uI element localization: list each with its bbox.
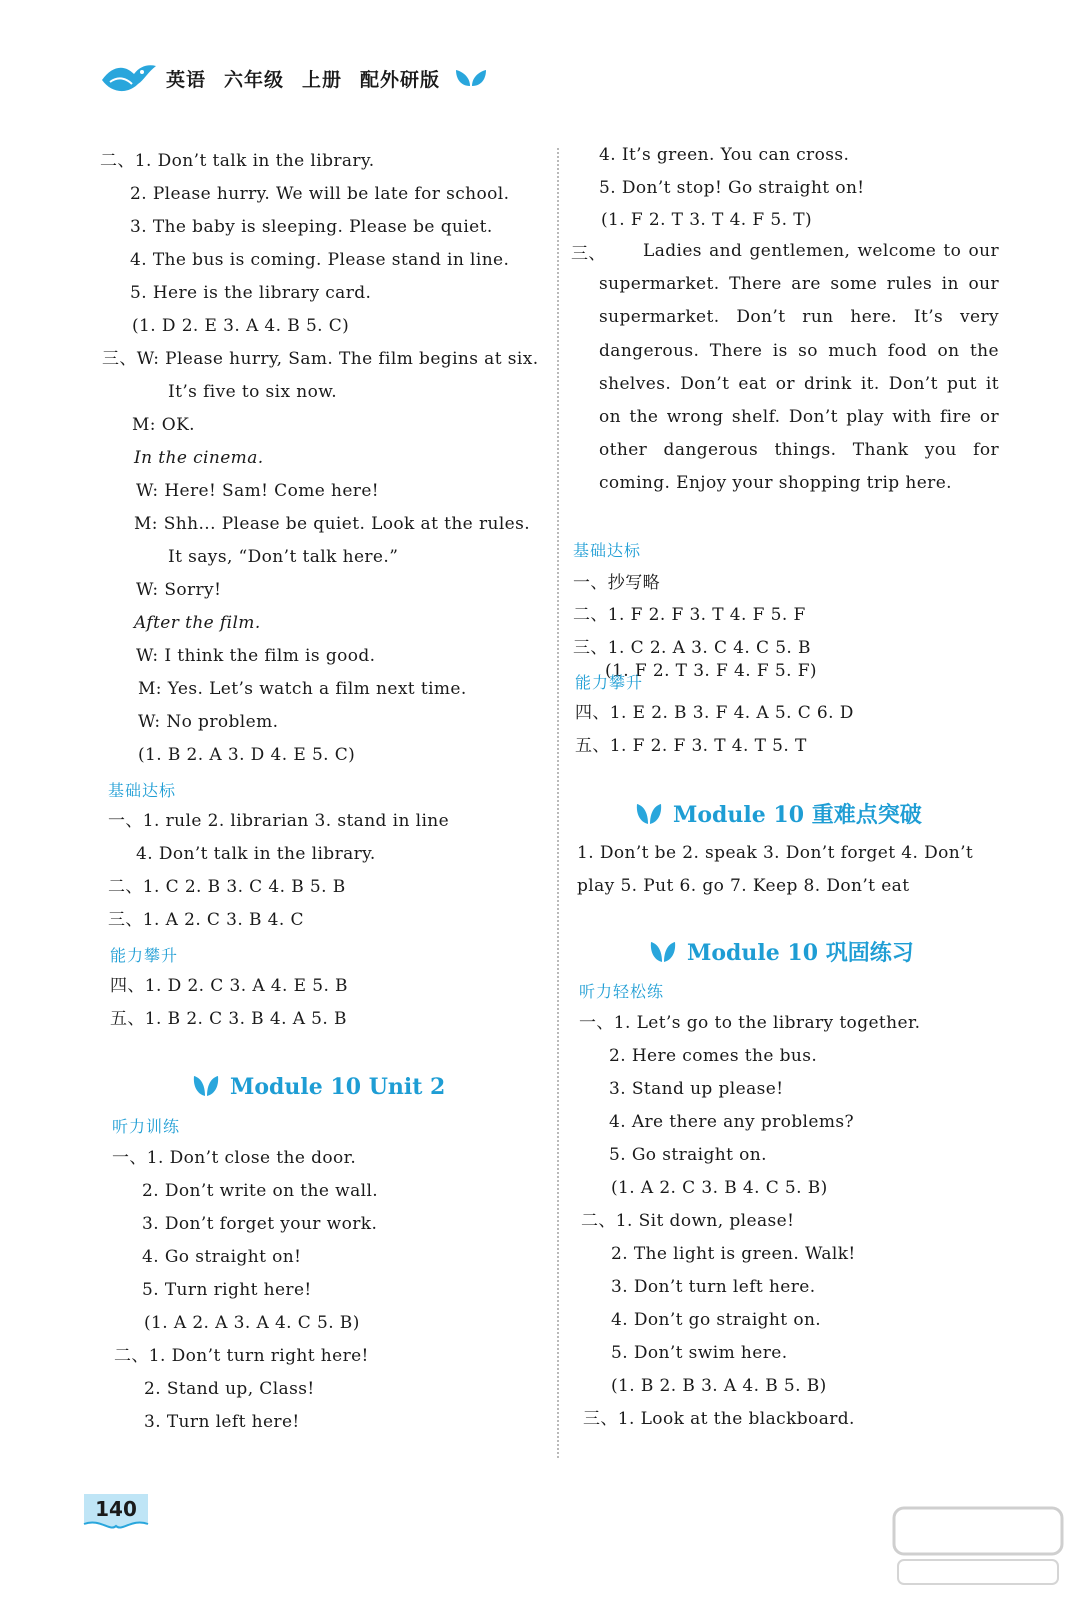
section-heading: 能力攀升 [110,946,179,965]
answer-line: 五、1. F 2. F 3. T 4. T 5. T [575,736,807,756]
answer-line: 五、1. B 2. C 3. B 4. A 5. B [110,1009,347,1029]
answer-line: 4. Don’t go straight on. [611,1310,822,1330]
answer-line: W: Here! Sam! Come here! [136,481,380,501]
answer-line: 5. Here is the library card. [130,283,372,303]
header-subject: 英语 [166,68,207,91]
answer-line: 二、1. Don’t turn right here! [114,1346,369,1366]
section-heading: 听力训练 [112,1117,181,1136]
answer-line: (1. A 2. C 3. B 4. C 5. B) [611,1178,828,1198]
answer-line: 3. The baby is sleeping. Please be quiet. [130,217,493,237]
page-number: 140 [95,1497,137,1521]
answer-line: 三、1. A 2. C 3. B 4. C [108,910,304,930]
answer-line: 一、1. Don’t close the door. [112,1148,357,1168]
answer-line: 2. Here comes the bus. [609,1046,818,1066]
leaf-decoration-icon [454,68,488,88]
bird-logo-icon [98,58,158,98]
answer-line: 3. Don’t forget your work. [142,1214,378,1234]
module-title [649,938,914,968]
answer-line: 3. Stand up please! [609,1079,784,1099]
answer-line: 4. Are there any problems? [609,1112,854,1132]
page-header [98,58,488,98]
page-number-badge [82,1486,150,1532]
answer-line: 3. Don’t turn left here. [611,1277,816,1297]
answer-line: (1. B 2. B 3. A 4. B 5. B) [611,1376,827,1396]
answer-line: 二、1. Don’t talk in the library. [100,151,375,171]
header-grade: 六年级 [224,68,285,91]
answer-line: 一、1. Let’s go to the library together. [579,1013,921,1033]
module-title-text: Module 10 重难点突破 [673,802,922,828]
answer-line: After the film. [134,613,261,633]
leaf-icon [635,800,663,826]
answer-line: 2. The light is green. Walk! [611,1244,856,1264]
answer-line: 4. It’s green. You can cross. [599,145,850,165]
module-title-text: Module 10 Unit 2 [230,1074,446,1100]
module-title [192,1072,445,1102]
answer-line: 2. Please hurry. We will be late for school. [130,184,510,204]
supermarket-passage: Ladies and gentlemen, welcome to our supermarket. There are some rules in our supermarket. Don’t run here. It’s very dangerous. There is so much food on the shelves. Don’t eat or drink it. Don’t put it on the wrong shelf. Don’t play with fire or other dangerous things. Thank you for coming. Enjoy your shopping trip here. [599,241,999,494]
section-heading: 能力攀升 [575,673,644,692]
answer-line: 一、抄写略 [573,573,660,593]
module-title [635,800,922,830]
answer-line: In the cinema. [134,448,264,468]
section-heading: 基础达标 [108,781,177,800]
answer-line: 4. Don’t talk in the library. [136,844,376,864]
column-divider [557,148,559,1458]
section-heading: 基础达标 [573,541,642,560]
answer-line: 3. Turn left here! [144,1412,300,1432]
answer-line: 二、1. Sit down, please! [581,1211,795,1231]
answer-line: It says, “Don’t talk here.” [168,547,399,567]
answer-line: (1. D 2. E 3. A 4. B 5. C) [132,316,350,336]
answer-line: (1. F 2. T 3. F 4. F 5. F) [605,661,817,681]
answer-line: 1. Don’t be 2. speak 3. Don’t forget 4. Don’t [577,843,974,863]
answer-line: 二、1. C 2. B 3. C 4. B 5. B [108,877,346,897]
answer-line: W: No problem. [138,712,279,732]
answer-line: 4. The bus is coming. Please stand in line. [130,250,510,270]
answer-line: 二、1. F 2. F 3. T 4. F 5. F [573,605,806,625]
answer-line: 一、1. rule 2. librarian 3. stand in line [108,811,450,831]
answer-line: 5. Don’t swim here. [611,1343,788,1363]
header-volume: 上册 [302,68,343,91]
answer-line: W: Sorry! [136,580,222,600]
answer-line: 2. Stand up, Class! [144,1379,315,1399]
answer-line: (1. A 2. A 3. A 4. C 5. B) [144,1313,360,1333]
module-title-text: Module 10 巩固练习 [687,940,914,966]
leaf-icon [649,938,677,964]
leaf-icon [192,1072,220,1098]
answer-line: 四、1. D 2. C 3. A 4. E 5. B [110,976,348,996]
answer-line: 2. Don’t write on the wall. [142,1181,379,1201]
answer-line: M: Shh... Please be quiet. Look at the rules. [134,514,531,534]
answer-line: 三、1. Look at the blackboard. [583,1409,855,1429]
answer-line: 三、W: Please hurry, Sam. The film begins at six. [102,349,539,369]
answer-line: 5. Turn right here! [142,1280,312,1300]
answer-line: 三、 [571,244,606,264]
answer-line: 四、1. E 2. B 3. F 4. A 5. C 6. D [575,703,854,723]
answer-line: (1. F 2. T 3. T 4. F 5. T) [601,210,813,230]
header-edition: 配外研版 [360,68,441,91]
answer-line: (1. B 2. A 3. D 4. E 5. C) [138,745,356,765]
answer-line: 5. Go straight on. [609,1145,767,1165]
answer-line: M: Yes. Let’s watch a film next time. [138,679,467,699]
answer-line: M: OK. [132,415,195,435]
answer-line: 三、1. C 2. A 3. C 4. C 5. B [573,638,811,658]
answer-line: W: I think the film is good. [136,646,376,666]
watermark-logo [888,1500,1068,1590]
answer-line: It’s five to six now. [168,382,338,402]
answer-line: 5. Don’t stop! Go straight on! [599,178,865,198]
answer-line: 4. Go straight on! [142,1247,302,1267]
answer-line: play 5. Put 6. go 7. Keep 8. Don’t eat [577,876,910,896]
section-heading: 听力轻松练 [579,982,665,1001]
